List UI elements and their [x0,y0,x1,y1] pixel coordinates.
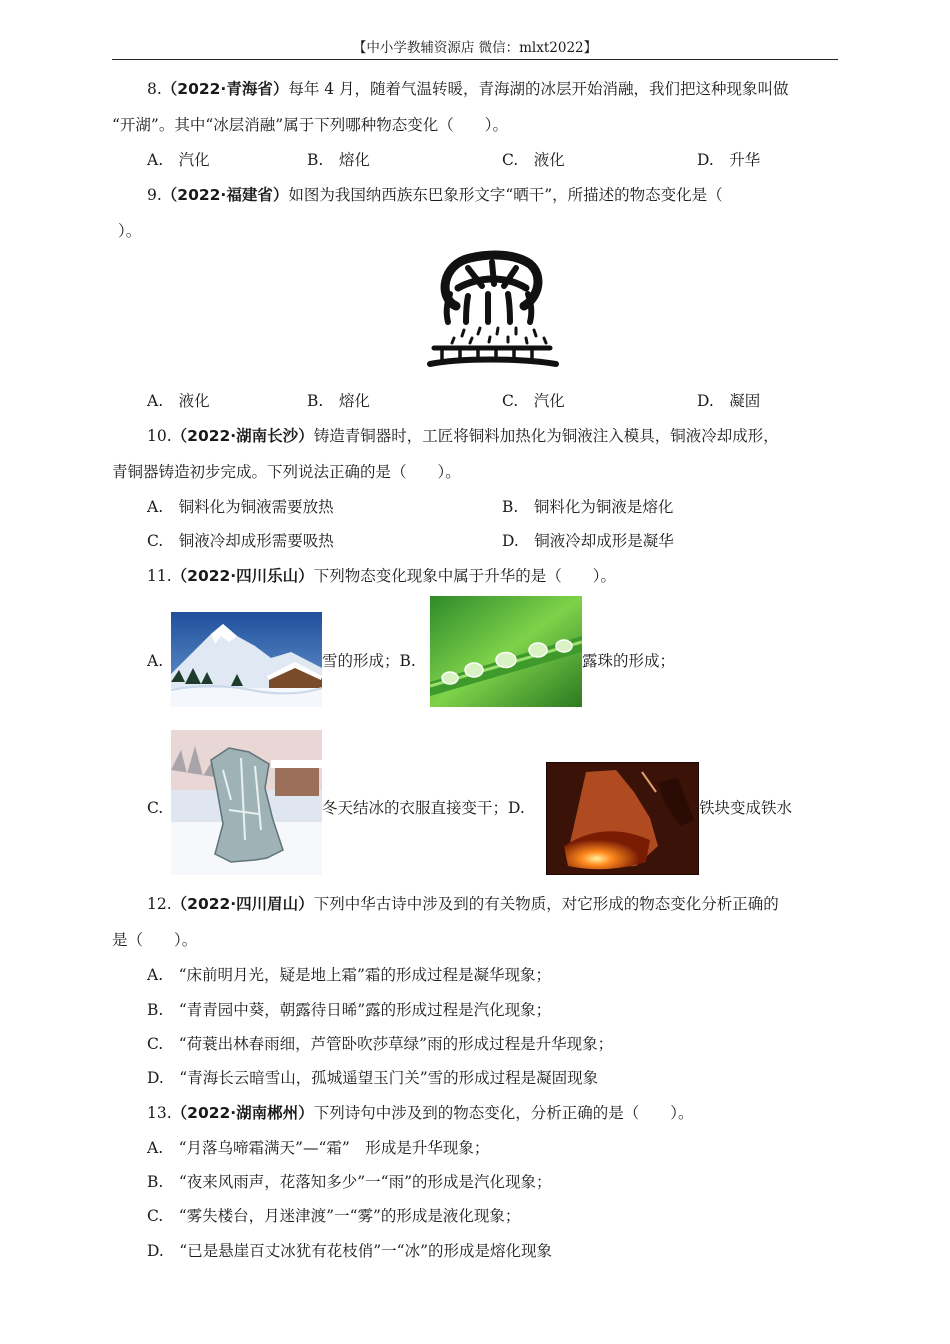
q13-option-d: D. “已是悬崖百丈冰犹有花枝俏”一“冰”的形成是熔化现象 [147,1242,552,1260]
q9-option-a: A. 液化 [147,392,210,410]
q12-option-c: C. “荷蓑出林春雨细，芦管卧吹莎草绿”雨的形成过程是升华现象； [147,1035,614,1053]
q8-option-b: B. 熔化 [307,151,370,169]
q11-caption-b: 露珠的形成； [582,652,676,670]
q12-option-b: B. “青青园中葵，朝露待日晞”露的形成过程是汽化现象； [147,1001,552,1019]
question-source: （2022·湖南郴州） [171,1104,314,1122]
question-12 [147,893,779,915]
q13-option-b: B. “夜来风雨声，花落知多少”一“雨”的形成是汽化现象； [147,1173,552,1191]
q10-option-c: C. 铜液冷却成形需要吸热 [147,532,334,550]
q9-option-c: C. 汽化 [502,392,565,410]
q8-option-a: A. 汽化 [147,151,210,169]
question-text: 下列物态变化现象中属于升华的是（ ）。 [313,567,616,585]
q13-option-a: A. “月落乌啼霜满天”—“霜” 形成是升华现象； [147,1139,490,1157]
dewdrops-photo [430,596,582,707]
question-10 [147,425,779,447]
question-number: 12. [147,895,172,913]
q8-option-d: D. 升华 [697,151,761,169]
question-12-continued: 是（ ）。 [112,931,198,949]
question-text: 如图为我国纳西族东巴象形文字“晒干”，所描述的物态变化是（ [288,186,723,204]
q13-option-c: C. “雾失楼台，月迷津渡”一“雾”的形成是液化现象； [147,1207,521,1225]
question-13 [147,1102,693,1124]
q8-option-c: C. 液化 [502,151,565,169]
q10-option-b: B. 铜料化为铜液是熔化 [502,498,674,516]
question-number: 8. [147,80,162,98]
q11-caption-c: 冬天结冰的衣服直接变干；D. [322,799,525,817]
q10-option-a: A. 铜料化为铜液需要放热 [147,498,334,516]
q11-caption-d: 铁块变成铁水 [699,799,793,817]
frozen-clothes-photo [171,730,322,875]
q12-option-a: A. “床前明月光，疑是地上霜”霜的形成过程是凝华现象； [147,966,551,984]
q11-label-a: A. [147,652,164,670]
question-number: 10. [147,427,172,445]
q11-label-c: C. [147,799,164,817]
q9-option-d: D. 凝固 [697,392,761,410]
question-number: 9. [147,186,162,204]
question-10-continued: 青铜器铸造初步完成。下列说法正确的是（ ）。 [112,463,461,481]
header-divider [112,59,838,60]
question-number: 11. [147,567,172,585]
question-text: 每年 4 月，随着气温转暖，青海湖的冰层开始消融，我们把这种现象叫做 [288,80,789,98]
question-source: （2022·四川眉山） [171,895,314,913]
question-source: （2022·湖南长沙） [171,427,314,445]
question-text: 下列中华古诗中涉及到的有关物质，对它形成的物态变化分析正确的 [313,895,779,913]
question-9 [147,184,723,206]
q9-option-b: B. 熔化 [307,392,370,410]
question-9-continued: ）。 [118,222,142,240]
q12-option-d: D. “青海长云暗雪山，孤城遥望玉门关”雪的形成过程是凝固现象 [147,1069,599,1087]
q11-caption-a: 雪的形成；B. [322,652,416,670]
snow-mountain-photo [171,612,322,707]
question-text: 下列诗句中涉及到的物态变化，分析正确的是（ ）。 [313,1104,694,1122]
question-number: 13. [147,1104,172,1122]
question-source: （2022·四川乐山） [171,567,314,585]
dongba-pictograph [420,248,565,376]
question-source: （2022·青海省） [161,80,289,98]
page-header: 【中小学教辅资源店 微信：mlxt2022】 [352,40,598,56]
question-11 [147,565,616,587]
question-source: （2022·福建省） [161,186,289,204]
question-8 [147,78,789,100]
q10-option-d: D. 铜液冷却成形是凝华 [502,532,674,550]
question-text: 铸造青铜器时，工匠将铜料加热化为铜液注入模具，铜液冷却成形， [313,427,779,445]
molten-iron-photo [546,762,699,875]
question-8-continued: “开湖”。其中“冰层消融”属于下列哪种物态变化（ ）。 [112,116,508,134]
